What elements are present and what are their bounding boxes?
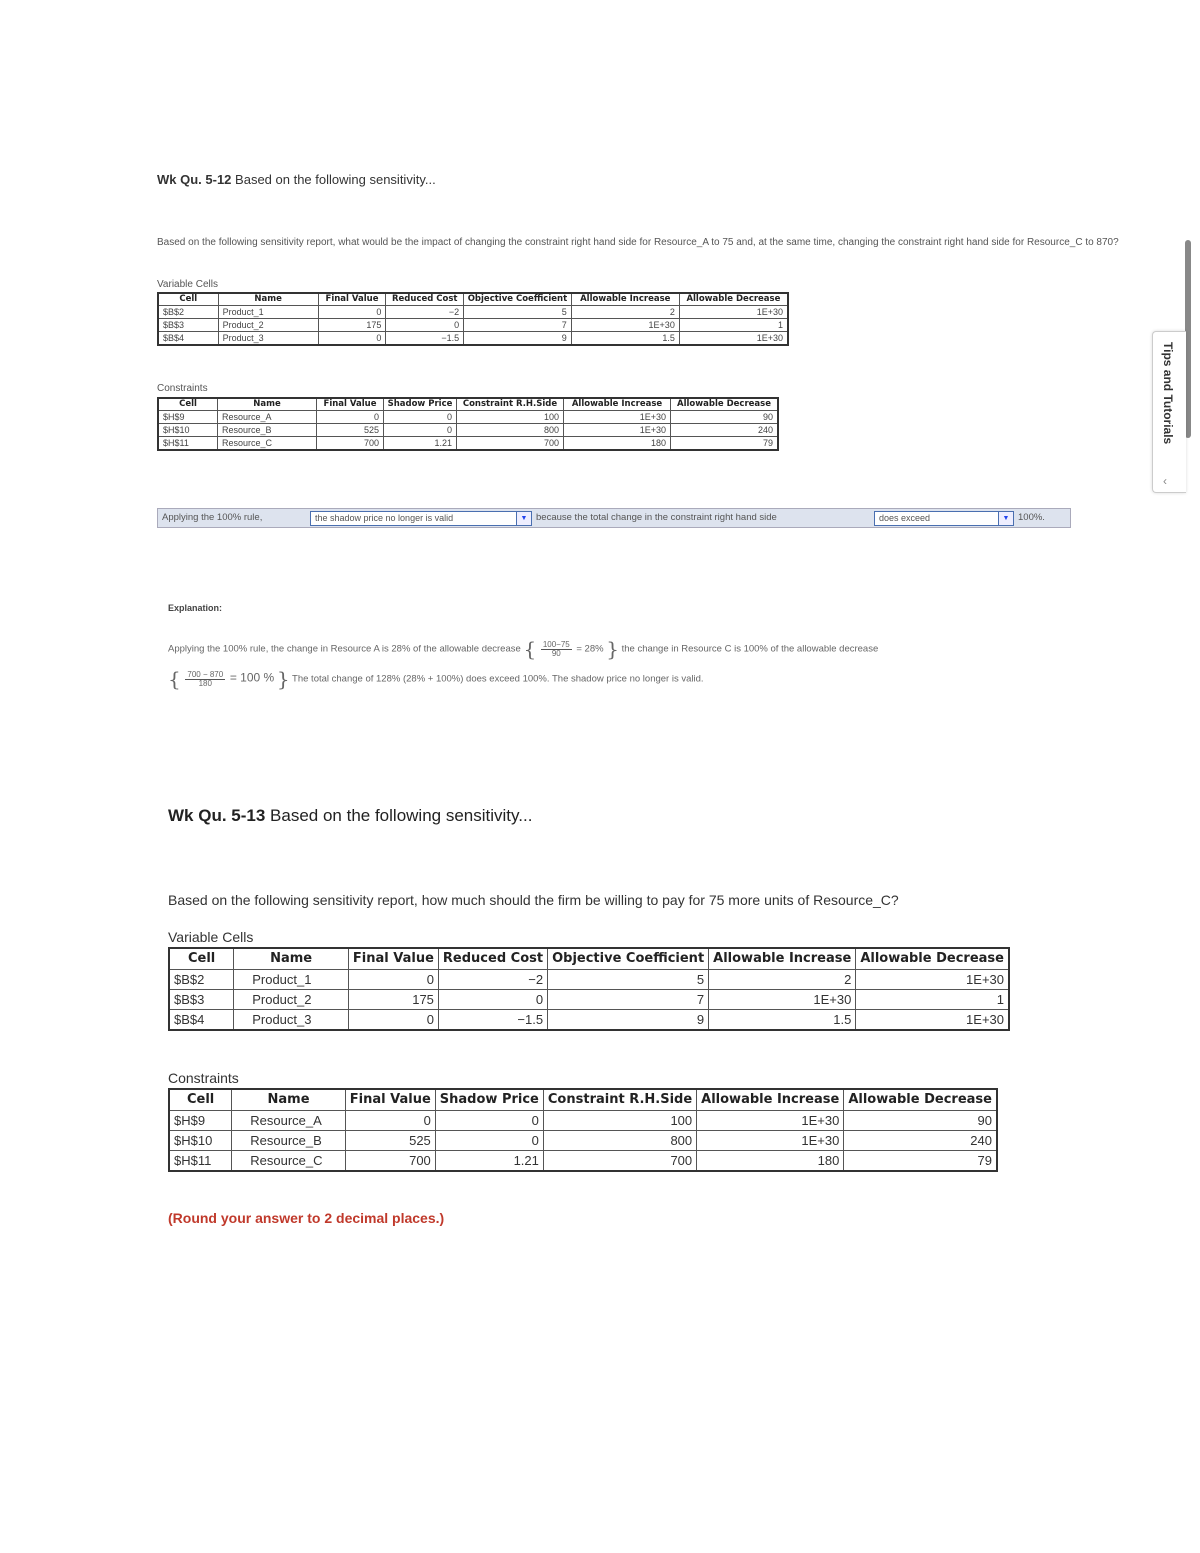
table-row: $H$10 Resource_B 525 0 800 1E+30 240	[158, 424, 778, 437]
q2-variable-table: Cell Name Final Value Reduced Cost Objective Coefficient Allowable Increase Allowable Decrease $B$2 Product_1 0 −2 5 2 1E+30 $B$3 Product_2 175 0 7 1E+30 1 $B$4 Product_3 0 −1.5 9 1.5 1E+30	[168, 947, 1010, 1031]
chevron-down-icon[interactable]: ▼	[516, 512, 531, 525]
col-allowable-increase: Allowable Increase	[571, 293, 679, 306]
q1-title-number: Wk Qu. 5-12	[157, 172, 232, 187]
col-name: Name	[218, 293, 318, 306]
table-row: $H$11 Resource_C 700 1.21 700 180 79	[158, 437, 778, 451]
fraction-c: $\frac{700 - 870}{180}$	[187, 669, 224, 688]
tips-and-tutorials-tab[interactable]	[1152, 331, 1186, 493]
q1-constraints-table: Cell Name Final Value Shadow Price Constraint R.H.Side Allowable Increase Allowable Decrease $H$9 Resource_A 0 0 100 1E+30 90 $H$10 Resource_B 525 0 800 1E+30 240 $H$11 Resource_C 700 1.21 700 180 79	[157, 397, 779, 451]
q2-prompt: Based on the following sensitivity report, how much should the firm be willing to pay for 75 more units of Resource_C?	[168, 892, 899, 908]
explanation-line-2: { $\frac{700 - 870}{180} = 100$ % } The total change of 128% (28% + 100%) does exceed 100%. The shadow price no longer is valid.	[168, 667, 704, 691]
answer-dropdown-validity[interactable]: the shadow price no longer is valid ▼	[310, 511, 532, 526]
q1-prompt: Based on the following sensitivity report, what would be the impact of changing the constraint right hand side for Resource_A to 75 and, at the same time, changing the constraint right hand side for Resource_C to 870?	[157, 237, 1119, 248]
table-row: $B$4 Product_3 0 −1.5 9 1.5 1E+30	[169, 1010, 1009, 1031]
answer-dropdown-exceed[interactable]: does exceed ▼	[874, 511, 1014, 526]
q1-variable-table	[157, 292, 789, 346]
q1-title-text: Based on the following sensitivity...	[235, 172, 436, 187]
col-reduced-cost: Reduced Cost	[386, 293, 464, 306]
tips-label: Tips and Tutorials	[1161, 342, 1175, 445]
q1-answer-bar	[157, 508, 1071, 528]
round-note: (Round your answer to 2 decimal places.)	[168, 1210, 445, 1226]
table-row: $B$2 Product_1 0 −2 5 2 1E+30	[169, 970, 1009, 990]
chevron-left-icon[interactable]: ‹	[1163, 474, 1167, 488]
col-allowable-decrease: Allowable Decrease	[679, 293, 788, 306]
explanation-line-1: Applying the 100% rule, the change in Resource A is 28% of the allowable decrease { $\frac{100-75}{90} = 28\%$ } the change in Resource C is 100% of the allowable decrease	[168, 637, 879, 661]
table-row: $H$11 Resource_C 700 1.21 700 180 79	[169, 1151, 997, 1172]
col-final-value: Final Value	[318, 293, 386, 306]
q2-variable-caption: Variable Cells	[168, 929, 254, 945]
table-row: $B$3 Product_2 175 0 7 1E+30 1	[158, 319, 788, 332]
table-row: $H$9 Resource_A 0 0 100 1E+30 90	[169, 1111, 997, 1131]
table-row: $B$4 Product_3 0 −1.5 9 1.5 1E+30	[158, 332, 788, 346]
chevron-down-icon[interactable]: ▼	[998, 512, 1013, 525]
table-row: $B$3 Product_2 175 0 7 1E+30 1	[169, 990, 1009, 1010]
q2-title-number: Wk Qu. 5-13	[168, 806, 266, 825]
col-objective-coefficient: Objective Coefficient	[464, 293, 572, 306]
answer-suffix: 100%.	[1018, 512, 1045, 523]
table-row: $H$9 Resource_A 0 0 100 1E+30 90	[158, 411, 778, 424]
table-row: $B$2 Product_1 0 −2 5 2 1E+30	[158, 306, 788, 319]
fraction-a: $\frac{100-75}{90}$	[542, 639, 570, 658]
q1-variable-caption: Variable Cells	[157, 279, 218, 290]
answer-middle-text: because the total change in the constraint right hand side	[536, 512, 777, 523]
q1-title	[157, 172, 436, 187]
col-cell: Cell	[158, 293, 218, 306]
q2-title-text: Based on the following sensitivity...	[270, 806, 533, 825]
table-row: $H$10 Resource_B 525 0 800 1E+30 240	[169, 1131, 997, 1151]
q2-constraints-table: Cell Name Final Value Shadow Price Constraint R.H.Side Allowable Increase Allowable Decrease $H$9 Resource_A 0 0 100 1E+30 90 $H$10 Resource_B 525 0 800 1E+30 240 $H$11 Resource_C 700 1.21 700 180 79	[168, 1088, 998, 1172]
q2-constraints-caption: Constraints	[168, 1070, 239, 1086]
q2-title	[168, 806, 532, 826]
explanation-title: Explanation:	[168, 603, 223, 613]
q1-constraints-caption: Constraints	[157, 383, 208, 394]
answer-prefix: Applying the 100% rule,	[162, 512, 263, 523]
